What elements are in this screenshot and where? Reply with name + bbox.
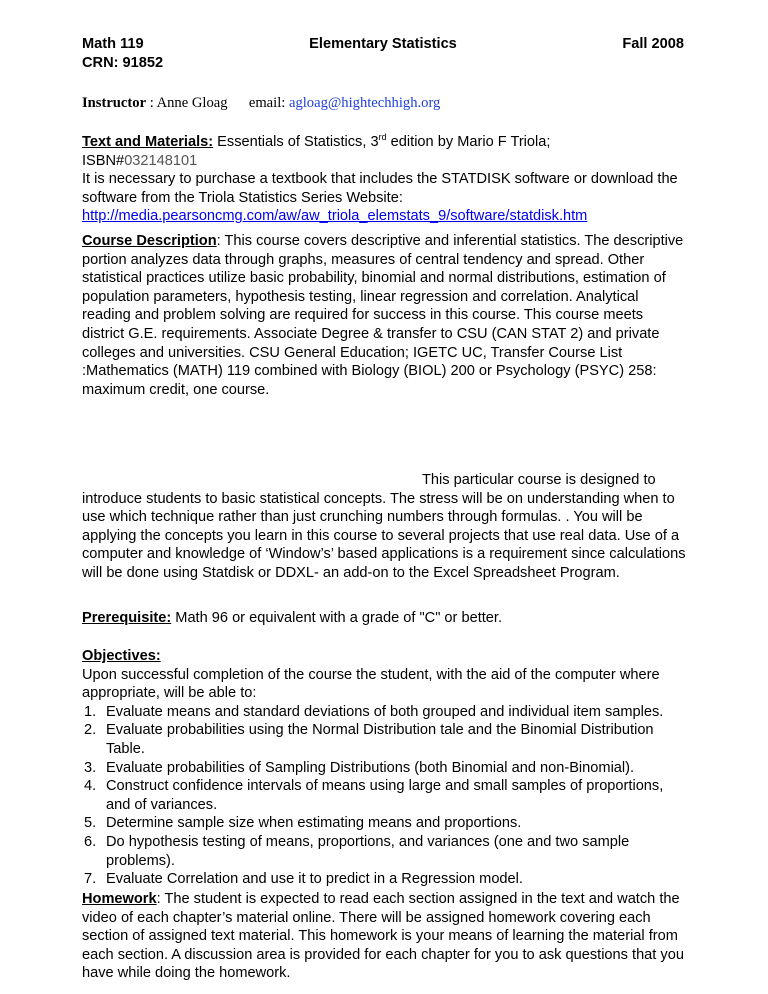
instructor-email: agloag@hightechhigh.org [288,95,441,111]
prerequisite-section [82,609,686,628]
isbn-value: 032148101 [124,152,198,169]
objective-item: 2. Evaluate probabilities using the Normal Distribution tale and the Binomial Distribution Table. [84,722,654,757]
course-description-continued [82,471,686,583]
objectives-heading: Objectives: [82,648,161,664]
prerequisite-body: Math 96 or equivalent with a grade of "C" or better. [175,610,503,626]
statdisk-download-link[interactable]: http://media.pearsoncmg.com/aw/aw_triola_elemstats_9/software/statdisk.htm [82,208,588,225]
objectives-intro: Upon successful completion of the course the student, with the aid of the computer where appropriate, will be able to: [82,666,660,702]
text-materials-section [82,133,686,226]
prerequisite-heading: Prerequisite: [82,610,172,626]
crn: CRN: 91852 [82,55,164,71]
instructor-separator: : [146,95,157,111]
course-description-section [82,232,686,399]
objectives-section [82,647,686,889]
email-label: email: [248,95,289,111]
homework-heading: Homework [82,891,157,907]
objective-item: 4. Construct confidence intervals of means using large and small samples of proportions, and of variances. [84,778,664,813]
objective-item: 6. Do hypothesis testing of means, proportions, and variances (one and two sample problems). [84,833,630,869]
course-title: Elementary Statistics [309,36,457,52]
homework-body: : The student is expected to read each section assigned in the text and watch the video of each chapter’s material online. There will be assigned homework covering each section of assigned text material. This homework is your means of learning the material from each section. A discussion area is provided for each chapter for you to ask questions that you have while doing the homework. [82,891,684,982]
instructor-name: Anne Gloag [156,95,228,111]
objective-item: 7. Evaluate Correlation and use it to predict in a Regression model. [84,871,523,888]
instructor-line [82,94,684,113]
course-focus-paragraph: This particular course is designed to introduce students to basic statistical concepts. The stress will be on understanding when to use which technique rather than just crunching numbers through formulas. . You will be applying the concepts you learn in this course to several projects that use real data. Use of a computer and knowledge of ‘Window’s’ based applications is a requirement since calculations will be done using Statdisk or DDXL- an add-on to the Excel Spreadsheet Program. [82,472,686,581]
software-note: It is necessary to purchase a textbook that includes the STATDISK software or download the software from the Triola Statistics Series Website: [82,171,678,206]
text-materials-heading: Text and Materials: [82,134,214,150]
objective-item: 5. Determine sample size when estimating means and proportions. [84,815,522,832]
term: Fall 2008 [622,36,684,52]
homework-section [82,890,686,983]
course-description-heading: Course Description [82,233,217,249]
course-description-body: : This course covers descriptive and inferential statistics. The descriptive portion analyzes data through graphs, measures of central tendency and spread. Other statistical practices utilize basic probability, binomial and normal distributions, estimation of population parameters, hypothesis testing, linear regression and correlation. Analytical reading and problem solving are required for success in this course. This course meets district G.E. requirements. Associate Degree & transfer to CSU (CAN STAT 2) and private colleges and universities. CSU General Education; IGETC UC, Transfer Course List :Mathematics (MATH) 119 combined with Biology (BIOL) 200 or Psychology (PSYC) 258: maximum credit, one course. [82,233,684,398]
objective-item: 1. Evaluate means and standard deviations of both grouped and individual item samples. [84,703,664,720]
objective-item: 3. Evaluate probabilities of Sampling Distributions (both Binomial and non-Binomial). [84,759,635,776]
isbn-label: ISBN# [82,152,125,169]
instructor-label: Instructor [82,95,147,111]
course-number: Math 119 [82,36,144,52]
objectives-list [82,703,686,889]
textbook-title: Essentials of Statistics, 3rd edition by Mario F Triola; [217,132,551,150]
